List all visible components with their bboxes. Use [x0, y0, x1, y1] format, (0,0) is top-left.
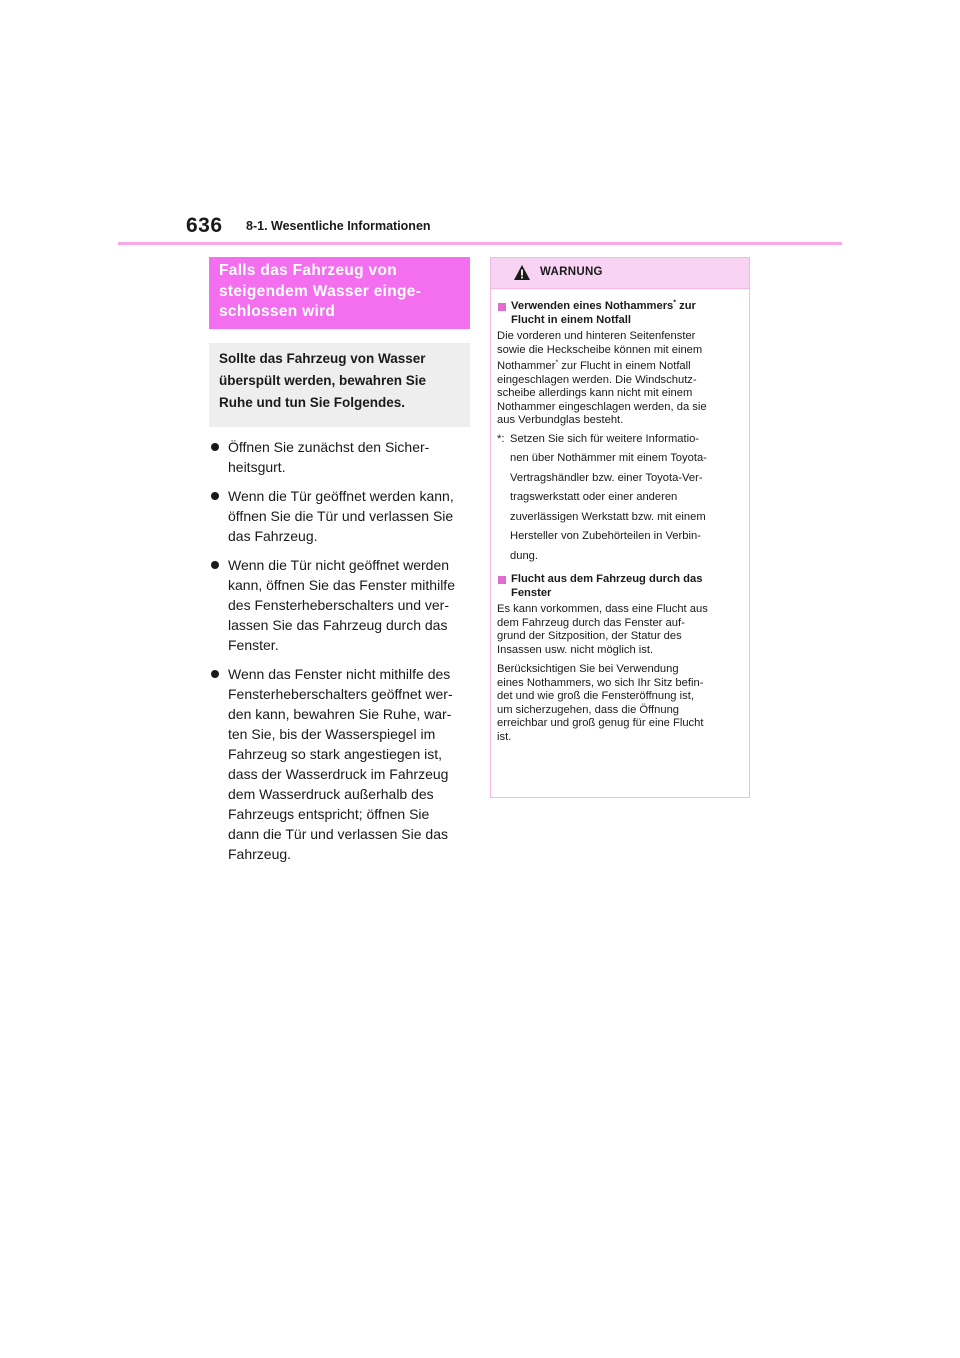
- line: heitsgurt.: [228, 459, 286, 475]
- text: Nothammer: [497, 360, 556, 372]
- line: Vertragshändler bzw. einer Toyota-Ver-: [510, 471, 703, 484]
- left-column: [209, 257, 470, 873]
- line: nen über Nothämmer mit einem Toyota-: [510, 452, 707, 464]
- line: Wenn die Tür geöffnet werden kann,: [228, 488, 454, 504]
- line: um sicherzugehen, dass die Öffnung: [497, 703, 680, 716]
- banner-line: steigendem Wasser einge-: [219, 282, 422, 300]
- line: kann, öffnen Sie das Fenster mithilfe: [228, 577, 455, 593]
- line: sowie die Heckscheibe können mit einem: [497, 343, 703, 356]
- line: grund der Sitzposition, der Statur des: [497, 630, 682, 642]
- line: des Fensterheberschalters und ver-: [228, 597, 449, 613]
- line: dung.: [510, 549, 538, 562]
- warning-header: [491, 258, 749, 289]
- warning-triangle-icon: [513, 264, 531, 281]
- line: dass der Wasserdruck im Fahrzeug: [228, 766, 449, 782]
- square-bullet-icon: [498, 576, 506, 584]
- list-item: [209, 664, 470, 864]
- title-text: Flucht aus dem Fahrzeug durch das: [511, 573, 703, 585]
- line: lassen Sie das Fahrzeug durch das: [228, 617, 448, 633]
- page-number: 636: [186, 214, 223, 237]
- paragraph: [497, 330, 741, 428]
- line: aus Verbundglas besteht.: [497, 414, 624, 426]
- line: Fensterheberschalters geöffnet wer-: [228, 686, 453, 702]
- lead-box: [209, 343, 470, 427]
- warning-box: [490, 257, 750, 798]
- text: zur Flucht in einem Notfall: [558, 360, 691, 372]
- paragraph: [497, 663, 741, 744]
- line: Fahrzeugs entspricht; öffnen Sie: [228, 806, 430, 822]
- line: Hersteller von Zubehörteilen in Verbin-: [510, 530, 701, 542]
- footnote-mark: *:: [497, 432, 505, 445]
- bullet-list: [209, 437, 470, 864]
- bullet-dot-icon: [211, 492, 219, 500]
- line: Wenn die Tür nicht geöffnet werden: [228, 557, 450, 573]
- line: zuverlässigen Werkstatt bzw. mit einem: [510, 510, 706, 523]
- paragraph: [497, 603, 741, 657]
- line: Fahrzeug so stark angestiegen ist,: [228, 746, 443, 762]
- line: ten Sie, bis der Wasserspiegel im: [228, 726, 436, 742]
- square-bullet-icon: [498, 303, 506, 311]
- chapter-title: 8-1. Wesentliche Informationen: [246, 219, 431, 233]
- line: det und wie groß die Fensteröffnung ist,: [497, 690, 694, 702]
- line: dem Fahrzeug durch das Fenster auf-: [497, 616, 685, 629]
- line: erreichbar und groß genug für eine Flucht: [497, 717, 704, 729]
- subsection-title: [497, 300, 741, 327]
- header-divider: [118, 242, 842, 245]
- asterisk: *: [673, 299, 677, 307]
- line: scheibe allerdings kann nicht mit einem: [497, 387, 693, 399]
- banner-line: schlossen wird: [219, 303, 336, 320]
- line: Wenn das Fenster nicht mithilfe des: [228, 666, 451, 682]
- banner-line: Falls das Fahrzeug von: [219, 262, 398, 279]
- line: dann die Tür und verlassen Sie das: [228, 826, 448, 842]
- lead-line: Ruhe und tun Sie Folgendes.: [219, 395, 406, 410]
- bullet-dot-icon: [211, 561, 219, 569]
- title-text: Verwenden eines Nothammers: [511, 300, 674, 312]
- line: Fahrzeug.: [228, 846, 292, 862]
- list-item: [209, 437, 470, 477]
- title-text: Flucht in einem Notfall: [511, 313, 631, 326]
- bullet-dot-icon: [211, 443, 219, 451]
- lead-line: Sollte das Fahrzeug von Wasser: [219, 351, 426, 366]
- list-item: [209, 486, 470, 546]
- line: Öffnen Sie zunächst den Sicher-: [228, 439, 430, 455]
- line: dem Wasserdruck außerhalb des: [228, 786, 434, 802]
- line: Berücksichtigen Sie bei Verwendung: [497, 663, 679, 675]
- line: das Fahrzeug.: [228, 528, 318, 544]
- footnote: [497, 430, 741, 567]
- line: Setzen Sie sich für weitere Informatio-: [510, 432, 700, 445]
- list-item: [209, 555, 470, 655]
- line: tragswerkstatt oder einer anderen: [510, 491, 678, 503]
- line: Fenster.: [228, 637, 279, 653]
- title-text: Fenster: [511, 586, 552, 599]
- line: öffnen Sie die Tür und verlassen Sie: [228, 508, 454, 524]
- line: ist.: [497, 730, 512, 743]
- line: eines Nothammers, wo sich Ihr Sitz befin-: [497, 676, 704, 689]
- line: Insassen usw. nicht möglich ist.: [497, 643, 654, 656]
- section-banner: [209, 257, 470, 329]
- line: den kann, bewahren Sie Ruhe, war-: [228, 706, 452, 722]
- asterisk: *: [555, 359, 559, 367]
- warning-label: WARNUNG: [540, 266, 603, 278]
- subsection-title: [497, 573, 741, 600]
- line: Es kann vorkommen, dass eine Flucht aus: [497, 603, 708, 615]
- bullet-dot-icon: [211, 670, 219, 678]
- line: eingeschlagen werden. Die Windschutz-: [497, 373, 697, 386]
- line: Die vorderen und hinteren Seitenfenster: [497, 330, 696, 342]
- line: Nothammer eingeschlagen werden, da sie: [497, 400, 707, 413]
- warning-body: [491, 289, 749, 744]
- lead-line: überspült werden, bewahren Sie: [219, 373, 427, 388]
- title-text: zur: [676, 300, 696, 312]
